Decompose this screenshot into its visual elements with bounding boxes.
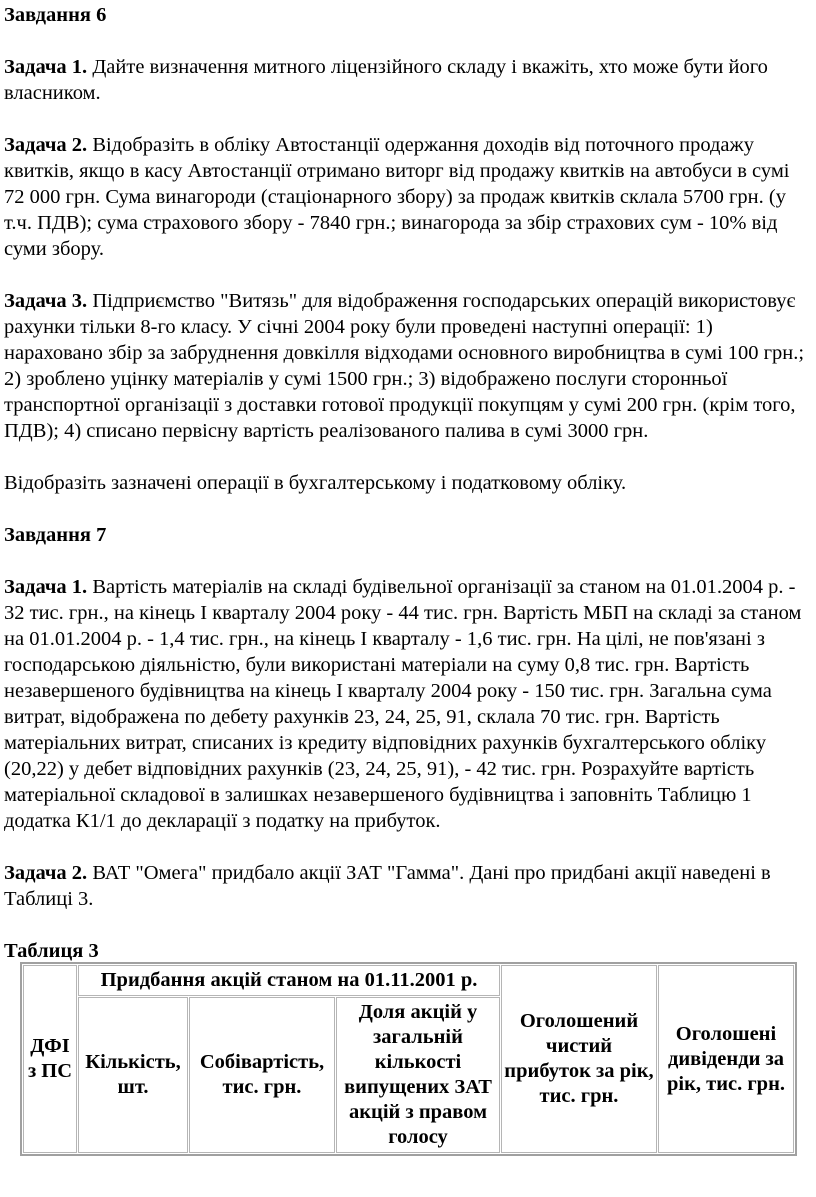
section-header: Завдання 7 <box>4 524 107 546</box>
table-header-row <box>23 965 794 996</box>
task-paragraph <box>4 860 812 912</box>
col-header-cost: Собівартість, тис. грн. <box>189 997 335 1153</box>
task-text: Підприємство "Витязь" для відображення господарських операцій використовує рахунки тільки 8-го класу. У січні 2004 року були проведені наступні операції: 1) нараховано збір за забруднення довкілля відходами основного виробництва в сумі 100 грн.; 2) зроблено уцінку матеріалів у сумі 1500 грн.; 3) відображено послуги сторонньої транспортної організації з доставки готової продукції покупцям у сумі 200 грн. (крім того, ПДВ); 4) списано первісну вартість реалізованого палива в сумі 3000 грн. <box>4 290 805 442</box>
shares-table <box>20 962 797 1156</box>
task-paragraph <box>4 574 812 834</box>
task-label: Задача 3. <box>4 290 88 312</box>
col-header-purchase-group: Придбання акцій станом на 01.11.2001 р. <box>78 965 500 996</box>
instruction-paragraph: Відобразіть зазначені операції в бухгалтерському і податковому обліку. <box>4 472 627 494</box>
col-header-dfi: ДФІ з ПС <box>23 965 77 1153</box>
task-text: ВАТ "Омега" придбало акції ЗАТ "Гамма". Дані про придбані акції наведені в Таблиці 3. <box>4 862 771 910</box>
task-label: Задача 1. <box>4 56 88 78</box>
task-text: Відобразіть в обліку Автостанції одержання доходів від поточного продажу квитків, якщо в касу Автостанції отримано виторг від продажу квитків на автобуси в сумі 72 000 грн. Сума винагороди (стаціонарного збору) за продаж квитків склала 5700 грн. (у т.ч. ПДВ); сума страхового збору - 7840 грн.; винагорода за збір страхових сум - 10% від суми збору. <box>4 134 790 260</box>
col-header-dividends: Оголошені дивіденди за рік, тис. грн. <box>658 965 794 1153</box>
task-text: Вартість матеріалів на складі будівельної організації за станом на 01.01.2004 р. - 32 тис. грн., на кінець І кварталу 2004 року - 44 тис. грн. Вартість МБП на складі за станом на 01.01.2004 р. - 1,4 тис. грн., на кінець І кварталу - 1,6 тис. грн. На цілі, не пов'язані з господарською діяльністю, були використані матеріали на суму 0,8 тис. грн. Вартість незавершеного будівництва на кінець І кварталу 2004 року - 150 тис. грн. Загальна сума витрат, відображена по дебету рахунків 23, 24, 25, 91, склала 70 тис. грн. Вартість матеріальних витрат, списаних із кредиту відповідних рахунків бухгалтерського обліку (20,22) у дебет відповідних рахунків (23, 24, 25, 91), - 42 тис. грн. Розрахуйте вартість матеріальної складової в залишках незавершеного будівництва і заповніть Таблицю 1 додатка К1/1 до декларації з податку на прибуток. <box>4 576 802 832</box>
document-page <box>4 2 812 964</box>
task-label: Задача 2. <box>4 134 88 156</box>
col-header-quantity: Кількість, шт. <box>78 997 188 1153</box>
task-text: Дайте визначення митного ліцензійного складу і вкажіть, хто може бути його власником. <box>4 56 768 104</box>
task-paragraph <box>4 132 812 262</box>
section-header: Завдання 6 <box>4 4 107 26</box>
task-label: Задача 2. <box>4 862 88 884</box>
col-header-net-profit: Оголошений чистий прибуток за рік, тис. грн. <box>501 965 657 1153</box>
task-paragraph <box>4 54 812 106</box>
task-label: Задача 1. <box>4 576 88 598</box>
task-paragraph <box>4 288 812 444</box>
table-title: Таблиця 3 <box>4 940 99 962</box>
col-header-share: Доля акцій у загальній кількості випущених ЗАТ акцій з правом голосу <box>336 997 500 1153</box>
